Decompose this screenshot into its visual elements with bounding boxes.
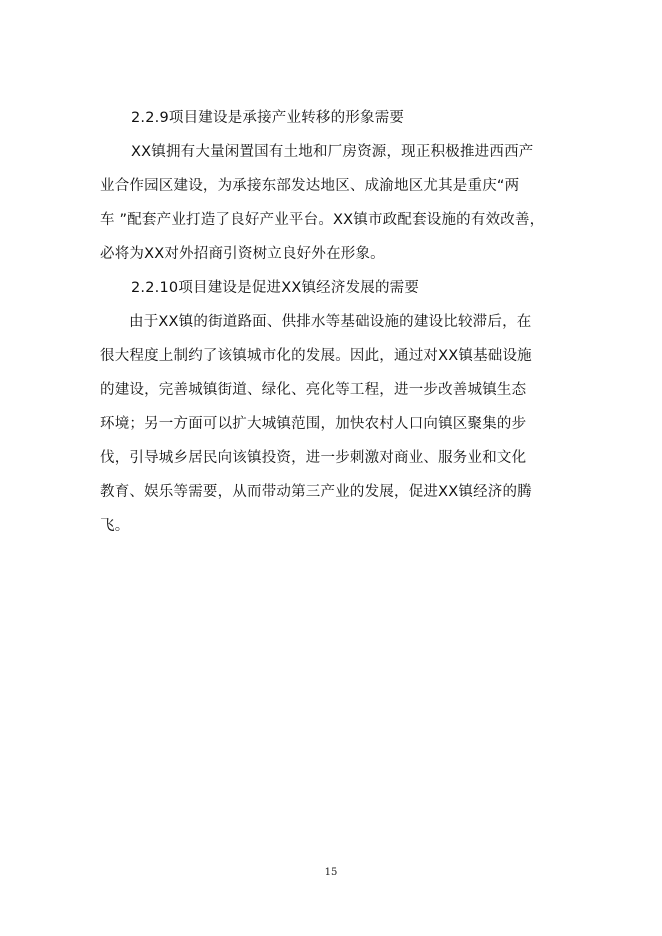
paragraph-line: 由于XX镇的街道路面、供排水等基础设施的建设比较滞后，在	[129, 314, 532, 330]
section-heading: 2.2.9项目建设是承接产业转移的形象需要	[131, 110, 405, 126]
page-number: 15	[324, 867, 338, 878]
paragraph-line: 伐，引导城乡居民向该镇投资，进一步刺激对商业、服务业和文化	[100, 450, 527, 466]
document-body	[100, 101, 568, 543]
paragraph-line: 必将为XX对外招商引资树立良好外在形象。	[100, 246, 385, 262]
paragraph-line: 教育、娱乐等需要，从而带动第三产业的发展，促进XX镇经济的腾	[100, 484, 532, 500]
paragraph-line: 环境；另一方面可以扩大城镇范围，加快农村人口向镇区聚集的步	[100, 416, 527, 432]
paragraph-line: XX镇拥有大量闲置国有土地和厂房资源，现正积极推进西西产	[131, 144, 534, 160]
paragraph-line: 飞。	[100, 518, 130, 534]
section-heading: 2.2.10项目建设是促进XX镇经济发展的需要	[131, 280, 420, 296]
paragraph-line: 业合作园区建设，为承接东部发达地区、成渝地区尤其是重庆“两	[100, 178, 520, 194]
paragraph-line: 车 ”配套产业打造了良好产业平台。XX镇市政配套设施的有效改善，	[100, 212, 545, 228]
paragraph-line: 的建设，完善城镇街道、绿化、亮化等工程，进一步改善城镇生态	[100, 382, 527, 398]
paragraph-line: 很大程度上制约了该镇城市化的发展。因此，通过对XX镇基础设施	[100, 348, 532, 364]
